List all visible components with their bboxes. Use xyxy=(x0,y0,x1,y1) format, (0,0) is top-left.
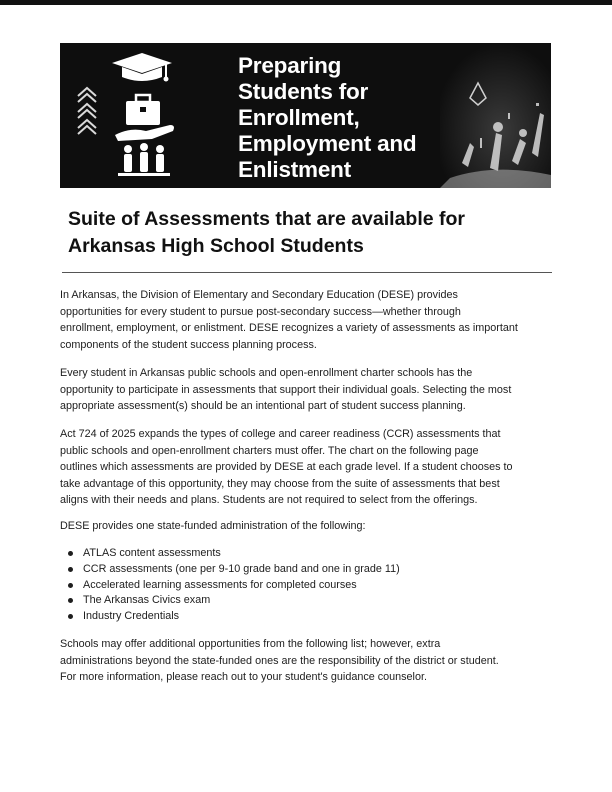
banner-title-line: Students for xyxy=(238,79,369,104)
state-funded-list xyxy=(60,546,540,625)
service-members-icon xyxy=(118,143,170,176)
participation-paragraph xyxy=(60,365,546,415)
banner-title-line: Preparing xyxy=(238,53,342,78)
state-funded-intro xyxy=(60,518,546,535)
page-heading-line: Arkansas High School Students xyxy=(68,235,364,257)
page-heading xyxy=(68,206,548,260)
list-item-text: Industry Credentials xyxy=(83,610,180,623)
briefcase-hand-icon xyxy=(115,95,174,141)
banner-silhouette-photo xyxy=(440,43,551,188)
top-border-rule xyxy=(0,0,612,5)
paragraph-line: components of the student success planning process. xyxy=(60,338,317,351)
act-724-paragraph xyxy=(60,426,546,509)
paragraph-line: Schools may offer additional opportunities from the following list; however, extra xyxy=(60,638,441,650)
list-item-text: ATLAS content assessments xyxy=(83,547,221,559)
banner-title xyxy=(238,53,468,183)
paragraph-line: For more information, please reach out to your student's guidance counselor. xyxy=(60,671,427,683)
list-item-text: CCR assessments (one per 9-10 grade band and one in grade 11) xyxy=(83,562,400,575)
page-heading-line: Suite of Assessments that are available for xyxy=(68,208,466,230)
list-item xyxy=(60,609,540,625)
paragraph-line: take advantage of this opportunity, they may choose from the suite of assessments that best xyxy=(60,477,500,490)
banner-title-line: Employment and xyxy=(238,131,417,156)
graduation-cap-icon xyxy=(112,53,172,82)
heading-divider xyxy=(62,272,552,273)
list-item xyxy=(60,562,540,578)
paragraph-line: enrollment, employment, or enlistment. DESE recognizes a variety of assessments as important xyxy=(60,322,518,334)
paragraph-line: outlines which assessments are provided by DESE at each grade level. If a student chooses to xyxy=(60,461,513,473)
paragraph-line: Act 724 of 2025 expands the types of college and career readiness (CCR) assessments that xyxy=(60,428,501,440)
list-item-text: Accelerated learning assessments for completed courses xyxy=(83,578,357,591)
paragraph-line: DESE provides one state-funded administration of the following: xyxy=(60,520,366,532)
list-item-text: The Arkansas Civics exam xyxy=(83,594,211,607)
paragraph-line: opportunity to participate in assessments that support their individual goals. Selecting the most xyxy=(60,383,512,396)
paragraph-line: Every student in Arkansas public schools and open-enrollment charter schools has the xyxy=(60,367,473,379)
intro-paragraph xyxy=(60,287,546,353)
bullet-icon xyxy=(68,551,73,556)
bullet-icon xyxy=(68,598,73,603)
paragraph-line: administrations beyond the state-funded ones are the responsibility of the district or student. xyxy=(60,654,499,667)
header-banner xyxy=(60,43,551,188)
chevron-stack-icon xyxy=(78,88,96,134)
paragraph-line: opportunities for every student to pursue post-secondary success—whether through xyxy=(60,305,461,318)
paragraph-line: aligns with their needs and plans. Students are not required to select from the offerings. xyxy=(60,494,478,506)
list-item xyxy=(60,578,540,594)
list-item xyxy=(60,593,540,609)
bullet-icon xyxy=(68,567,73,572)
banner-title-line: Enrollment, xyxy=(238,105,360,130)
paragraph-line: public schools and open-enrollment charters must offer. The chart on the following page xyxy=(60,444,479,457)
paragraph-line: appropriate assessment(s) should be an intentional part of student success planning. xyxy=(60,400,466,412)
additional-opportunities-paragraph xyxy=(60,636,546,686)
bullet-icon xyxy=(68,614,73,619)
banner-icon-column xyxy=(60,43,235,188)
banner-title-line: Enlistment xyxy=(238,157,352,182)
list-item xyxy=(60,546,540,562)
paragraph-line: In Arkansas, the Division of Elementary and Secondary Education (DESE) provides xyxy=(60,289,458,301)
bullet-icon xyxy=(68,583,73,588)
